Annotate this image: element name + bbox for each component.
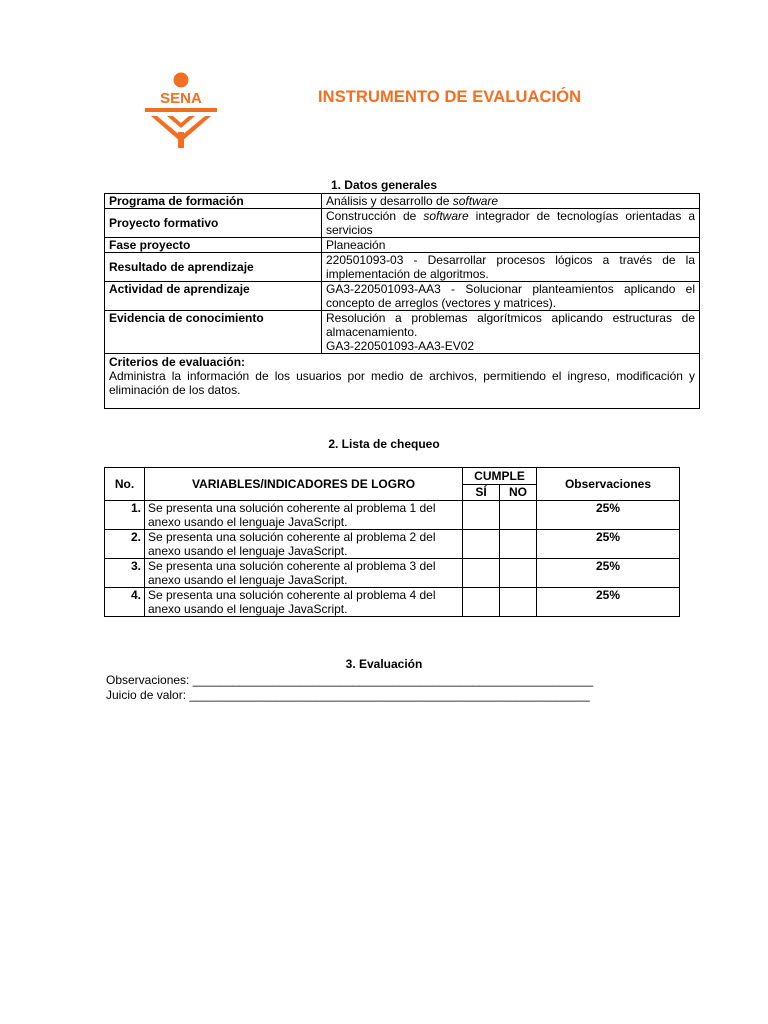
no-cell — [500, 559, 537, 588]
row-value: GA3-220501093-AA3 - Solucionar planteamientos aplicando el concepto de arreglos (vectores y matrices). — [322, 282, 700, 311]
row-observation: 25% — [537, 530, 680, 559]
table-row — [105, 253, 700, 282]
col-cumple-header: CUMPLE — [463, 468, 537, 485]
criteria-text: Administra la información de los usuarios por medio de archivos, permitiendo el ingreso, modificación y eliminación de los datos. — [109, 369, 695, 397]
header-row — [105, 468, 680, 485]
juicio-line: Juicio de valor: ____________________________________________________________ — [106, 688, 590, 702]
row-label: Evidencia de conocimiento — [105, 311, 322, 354]
table-row — [105, 588, 680, 617]
row-observation: 25% — [537, 501, 680, 530]
no-cell — [500, 501, 537, 530]
row-label: Actividad de aprendizaje — [105, 282, 322, 311]
observaciones-line: Observaciones: ____________________________________________________________ — [106, 673, 594, 687]
row-value: Análisis y desarrollo de software — [322, 194, 700, 209]
table-row — [105, 238, 700, 253]
row-indicator: Se presenta una solución coherente al problema 4 del anexo usando el lenguaje JavaScript. — [145, 588, 463, 617]
criteria-cell — [105, 354, 700, 409]
row-label: Fase proyecto — [105, 238, 322, 253]
row-indicator: Se presenta una solución coherente al problema 2 del anexo usando el lenguaje JavaScript. — [145, 530, 463, 559]
row-label: Programa de formación — [105, 194, 322, 209]
row-number: 1. — [105, 501, 145, 530]
table-row — [105, 501, 680, 530]
si-cell — [463, 501, 500, 530]
section-evaluation-title: 3. Evaluación — [345, 657, 423, 671]
row-value: Resolución a problemas algorítmicos aplicando estructuras de almacenamiento. GA3-220501093-AA3-EV02 — [322, 311, 700, 354]
row-observation: 25% — [537, 588, 680, 617]
table-row — [105, 311, 700, 354]
no-cell — [500, 530, 537, 559]
col-si-header: SÍ — [463, 484, 500, 501]
section-general-title: 1. Datos generales — [330, 178, 438, 192]
row-number: 3. — [105, 559, 145, 588]
general-data-table — [104, 193, 700, 409]
row-number: 4. — [105, 588, 145, 617]
table-row — [105, 209, 700, 238]
sena-logo — [143, 72, 219, 150]
no-cell — [500, 588, 537, 617]
row-value: Planeación — [322, 238, 700, 253]
si-cell — [463, 559, 500, 588]
table-row — [105, 282, 700, 311]
row-number: 2. — [105, 530, 145, 559]
row-indicator: Se presenta una solución coherente al problema 1 del anexo usando el lenguaje JavaScript. — [145, 501, 463, 530]
section-checklist-title: 2. Lista de chequeo — [328, 437, 440, 451]
logo-text: SENA — [160, 90, 202, 107]
si-cell — [463, 530, 500, 559]
si-cell — [463, 588, 500, 617]
row-value: Construcción de software integrador de tecnologías orientadas a servicios — [322, 209, 700, 238]
col-no-header: No. — [105, 468, 145, 501]
document-title: INSTRUMENTO DE EVALUACIÓN — [318, 88, 582, 106]
col-observaciones-header: Observaciones — [537, 468, 680, 501]
col-no-answer-header: NO — [500, 484, 537, 501]
row-value: 220501093-03 - Desarrollar procesos lógicos a través de la implementación de algoritmos. — [322, 253, 700, 282]
row-label: Resultado de aprendizaje — [105, 253, 322, 282]
checklist-table — [104, 467, 680, 617]
table-row — [105, 559, 680, 588]
criteria-row — [105, 354, 700, 409]
table-row — [105, 194, 700, 209]
row-observation: 25% — [537, 559, 680, 588]
row-label: Proyecto formativo — [105, 209, 322, 238]
criteria-label: Criterios de evaluación: — [109, 355, 246, 369]
col-variables-header: VARIABLES/INDICADORES DE LOGRO — [145, 468, 463, 501]
table-row — [105, 530, 680, 559]
row-indicator: Se presenta una solución coherente al problema 3 del anexo usando el lenguaje JavaScript. — [145, 559, 463, 588]
